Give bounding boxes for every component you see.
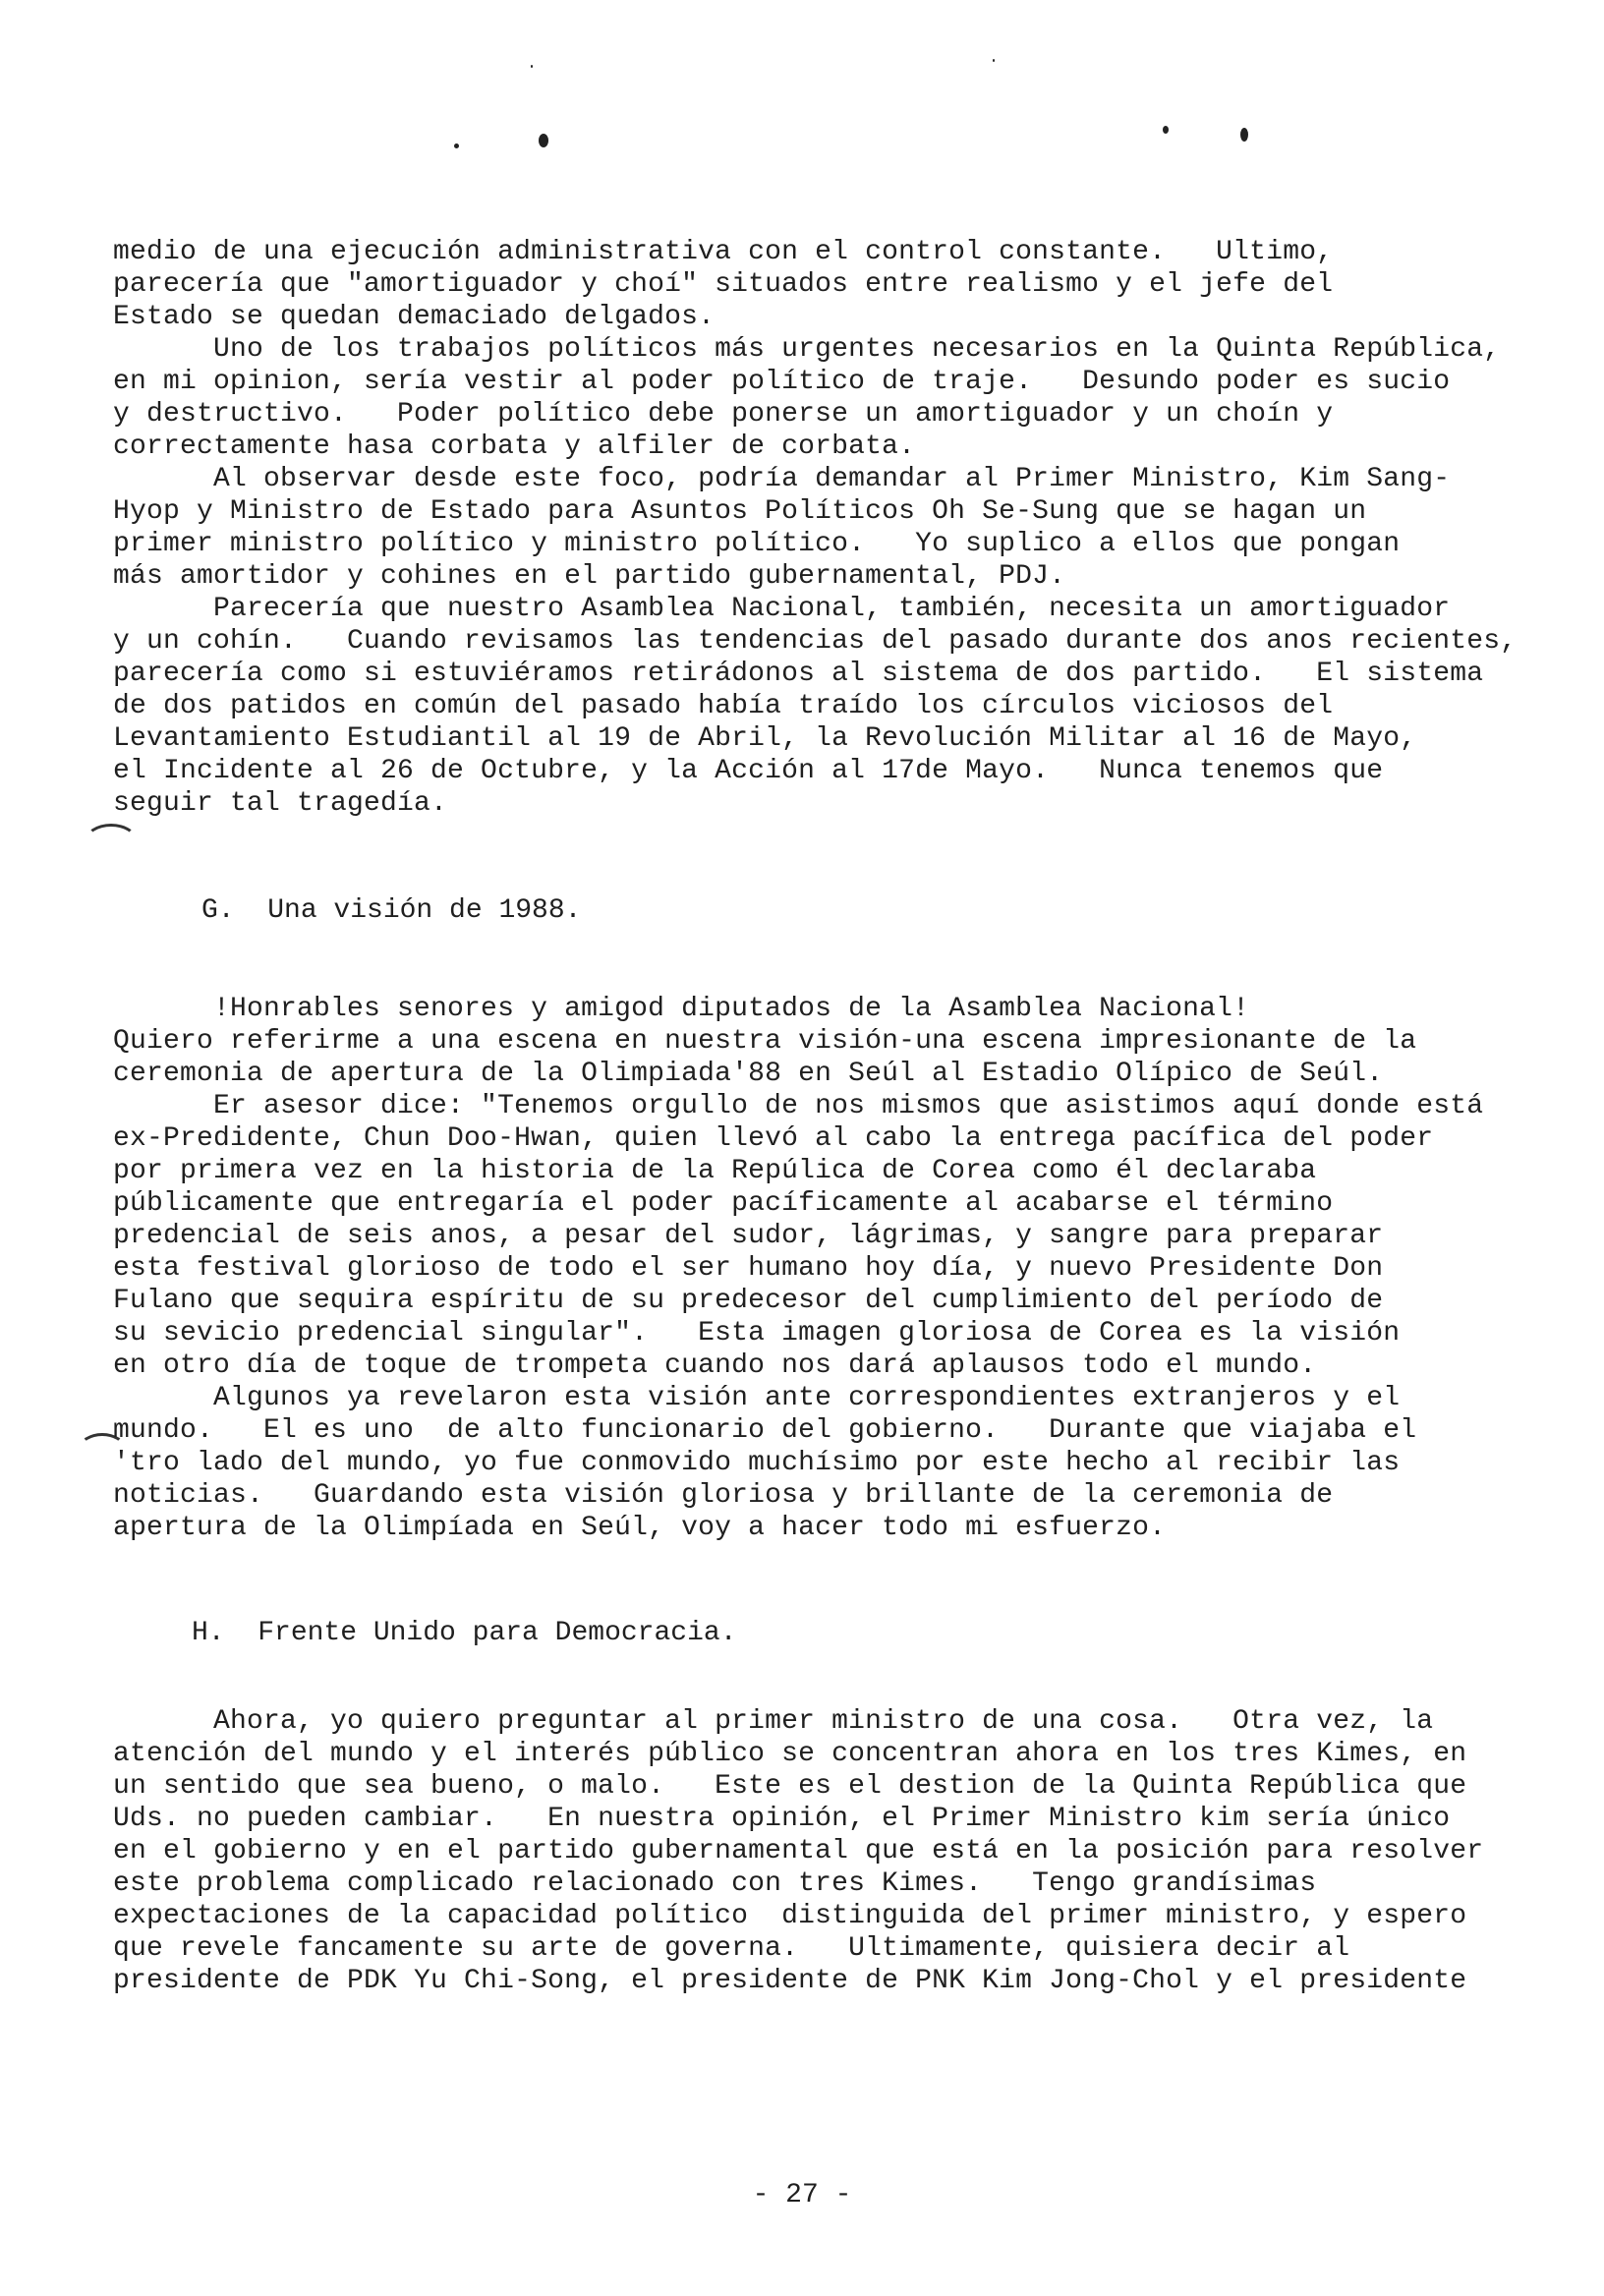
text-line: Er asesor dice: "Tenemos orgullo de nos mismos que asistimos aquí donde está [113,1091,1484,1121]
text-line: en el gobierno y en el partido gubernamental que está en la posición para resolver [113,1836,1484,1866]
scan-speck [1240,128,1248,142]
text-line: !Honrables senores y amigod diputados de la Asamblea Nacional! [113,994,1250,1024]
text-line: apertura de la Olimpíada en Seúl, voy a hacer todo mi esfuerzo. [113,1513,1167,1543]
paragraph-continuation [113,236,1518,820]
text-line: el Incidente al 26 de Octubre, y la Acción al 17de Mayo. Nunca tenemos que [113,756,1384,786]
text-line: predencial de seis anos, a pesar del sudor, lágrimas, y sangre para preparar [113,1221,1384,1251]
text-line: ex-Predidente, Chun Doo-Hwan, quien llevó al cabo la entrega pacífica del poder [113,1123,1434,1154]
paragraph-section-h [113,1705,1509,1997]
margin-mark [85,824,138,859]
text-line: Hyop y Ministro de Estado para Asuntos Políticos Oh Se-Sung que se hagan un [113,496,1367,527]
text-line: parecería como si estuviéramos retirádonos al sistema de dos partido. El sistema [113,659,1484,689]
scan-speck [993,59,995,62]
text-line: un sentido que sea bueno, o malo. Este es el destion de la Quinta República que [113,1771,1467,1802]
text-line: su sevicio predencial singular". Esta imagen gloriosa de Corea es la visión [113,1318,1401,1349]
text-line: noticias. Guardando esta visión gloriosa y brillante de la ceremonia de [113,1480,1334,1511]
text-line: Uds. no pueden cambiar. En nuestra opinión, el Primer Ministro kim sería único [113,1804,1451,1834]
scan-speck [1163,126,1169,134]
text-line: atención del mundo y el interés público se concentran ahora en los tres Kimes, en [113,1739,1467,1769]
text-line: 'tro lado del mundo, yo fue conmovido muchísimo por este hecho al recibir las [113,1448,1401,1478]
text-line: mundo. El es uno de alto funcionario del gobierno. Durante que viajaba el [113,1415,1417,1446]
text-line: Levantamiento Estudiantil al 19 de Abril, la Revolución Militar al 16 de Mayo, [113,723,1417,754]
scan-speck [539,134,548,147]
text-line: presidente de PDK Yu Chi-Song, el presidente de PNK Kim Jong-Chol y el presidente [113,1966,1467,1996]
text-line: y un cohín. Cuando revisamos las tendencias del pasado durante dos anos recientes, [113,626,1518,657]
scan-speck [454,144,459,148]
text-line: seguir tal tragedía. [113,788,448,819]
text-line: en mi opinion, sería vestir al poder político de traje. Desundo poder es sucio [113,367,1451,397]
text-line: Parecería que nuestro Asamblea Nacional, también, necesita un amortiguador [113,594,1451,624]
text-line: Quiero referirme a una escena en nuestra visión-una escena impresionante de la [113,1026,1417,1057]
text-line: Fulano que sequira espíritu de su predecesor del cumplimiento del período de [113,1286,1384,1316]
text-line: Algunos ya revelaron esta visión ante correspondientes extranjeros y el [113,1383,1401,1413]
text-line: en otro día de toque de trompeta cuando nos dará aplausos todo el mundo. [113,1350,1317,1381]
text-line: públicamente que entregaría el poder pacíficamente al acabarse el término [113,1188,1334,1219]
paragraph-section-g [113,993,1509,1544]
text-line: primer ministro político y ministro político. Yo suplico a ellos que pongan [113,529,1401,559]
text-line: ceremonia de apertura de la Olimpiada'88 en Seúl al Estadio Olípico de Seúl. [113,1059,1384,1089]
text-line: medio de una ejecución administrativa con el control constante. Ultimo, [113,237,1334,267]
text-line: por primera vez en la historia de la Repúlica de Corea como él declaraba [113,1156,1317,1186]
text-line: que revele fancamente su arte de governa. Ultimamente, quisiera decir al [113,1933,1350,1964]
text-line: parecería que "amortiguador y choí" situados entre realismo y el jefe del [113,269,1334,300]
text-line: Al observar desde este foco, podría demandar al Primer Ministro, Kim Sang- [113,464,1451,494]
text-line: más amortidor y cohines en el partido gubernamental, PDJ. [113,561,1066,592]
text-line: expectaciones de la capacidad político distinguida del primer ministro, y espero [113,1901,1467,1931]
section-heading-h: H. Frente Unido para Democracia. [192,1618,737,1648]
text-line: esta festival glorioso de todo el ser humano hoy día, y nuevo Presidente Don [113,1253,1384,1284]
text-line: y destructivo. Poder político debe ponerse un amortiguador y un choín y [113,399,1334,430]
scan-speck [531,65,533,68]
text-line: Ahora, yo quiero preguntar al primer ministro de una cosa. Otra vez, la [113,1706,1434,1737]
text-line: este problema complicado relacionado con tres Kimes. Tengo grandísimas [113,1868,1317,1899]
text-line: Uno de los trabajos políticos más urgentes necesarios en la Quinta República, [113,334,1501,365]
text-line: Estado se quedan demaciado delgados. [113,302,716,332]
section-heading-g: G. Una visión de 1988. [201,895,582,926]
page-number: - 27 - [752,2180,852,2210]
text-line: correctamente hasa corbata y alfiler de corbata. [113,431,916,462]
text-line: de dos patidos en común del pasado había traído los círculos viciosos del [113,691,1334,721]
